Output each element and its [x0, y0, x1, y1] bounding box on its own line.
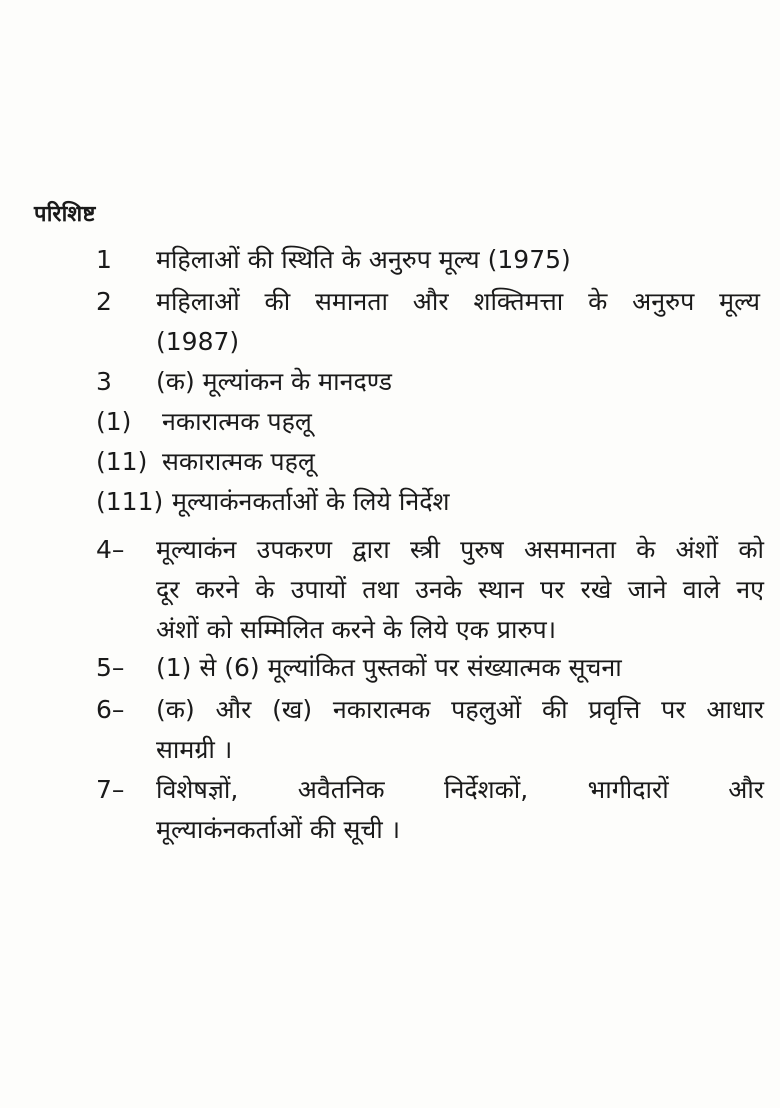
item-text-continued: (1987): [156, 327, 240, 356]
item-number: (111): [96, 487, 164, 516]
item-number: 5–: [96, 653, 125, 682]
item-text: मूल्याकंन उपकरण द्वारा स्त्री पुरुष असमानता के अंशों को: [156, 535, 764, 564]
item-text: (क) और (ख) नकारात्मक पहलुओं की प्रवृत्ति पर आधार: [156, 695, 764, 724]
item-text: (क) मूल्यांकन के मानदण्ड: [156, 367, 392, 396]
item-number: 2: [96, 287, 112, 316]
list-item-1: [96, 240, 766, 280]
item-number: 1: [96, 245, 112, 274]
item-text: मूल्याकंनकर्ताओं के लिये निर्देश: [172, 487, 450, 516]
list-item-2: [96, 282, 766, 362]
item-number: 6–: [96, 695, 125, 724]
item-text: नकारात्मक पहलू: [162, 407, 312, 436]
list-item-3: [96, 362, 766, 402]
item-text-continued: सामग्री ।: [156, 735, 233, 764]
item-number: (1): [96, 407, 132, 436]
list-item-5: [96, 648, 766, 688]
list-item-sub-11: [96, 442, 766, 482]
list-item-6: [96, 690, 766, 770]
appendix-heading: परिशिष्ट: [34, 202, 96, 227]
item-text: विशेषज्ञों, अवैतनिक निर्देशकों, भागीदारों और: [156, 775, 764, 804]
item-number: 3: [96, 367, 112, 396]
item-text: महिलाओं की समानता और शक्तिमत्ता के अनुरुप मूल्य: [156, 287, 760, 316]
item-number: 4–: [96, 535, 125, 564]
item-text: (1) से (6) मूल्यांकित पुस्तकों पर संख्यात्मक सूचना: [156, 653, 622, 682]
list-item-sub-1: [96, 402, 766, 442]
item-text: सकारात्मक पहलू: [162, 447, 315, 476]
item-text-continued: अंशों को सम्मिलित करने के लिये एक प्रारुप।: [156, 615, 557, 644]
item-text-continued: दूर करने के उपायों तथा उनके स्थान पर रखे जाने वाले नए: [156, 575, 764, 604]
item-text: महिलाओं की स्थिति के अनुरुप मूल्य (1975): [156, 245, 571, 274]
item-text-continued: मूल्याकंनकर्ताओं की सूची ।: [156, 815, 401, 844]
list-item-sub-111: [96, 482, 766, 522]
item-number: 7–: [96, 775, 125, 804]
item-number: (11): [96, 447, 148, 476]
list-item-4: [96, 530, 766, 650]
list-item-7: [96, 770, 766, 850]
